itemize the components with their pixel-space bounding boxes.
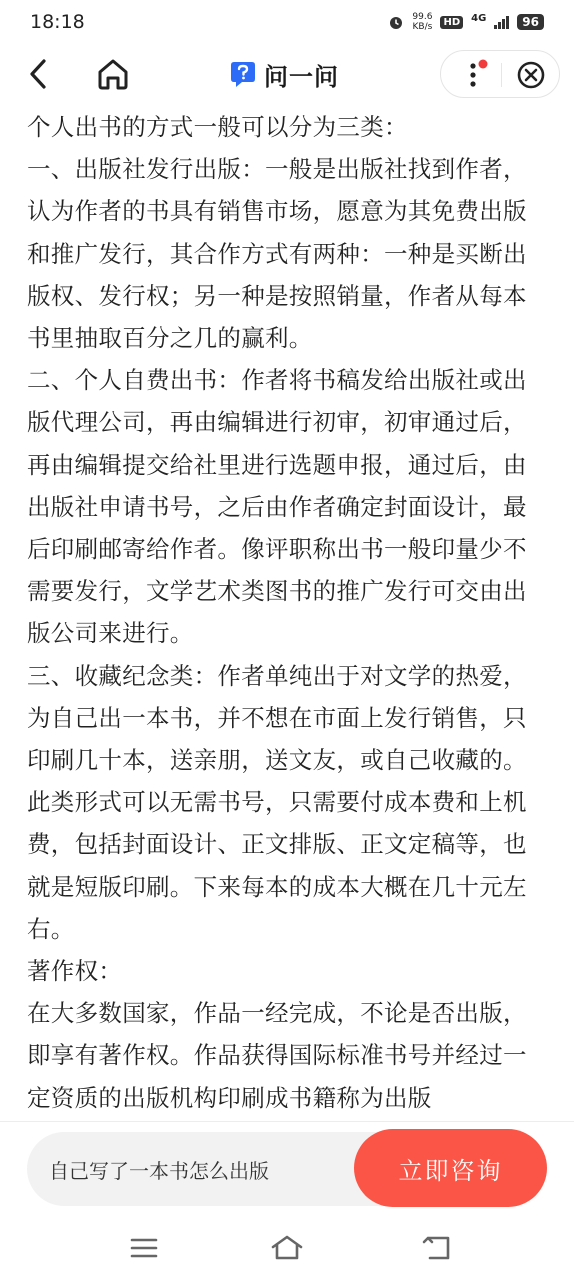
home-icon[interactable]	[92, 54, 134, 94]
network-type-label: 4G	[471, 12, 487, 24]
home-outline-icon[interactable]	[267, 1228, 307, 1268]
mini-program-capsule	[440, 50, 560, 98]
network-speed-unit: KB/s	[412, 22, 433, 32]
brand-name: 问一问	[264, 62, 339, 91]
answer-article	[27, 106, 547, 1122]
article-paragraph: 在大多数国家，作品一经完成，不论是否出版，即享有著作权。作品获得国际标准书号并经过一定资质的出版机构印刷成书籍称为出版	[27, 999, 527, 1112]
bottom-action-bar	[0, 1122, 574, 1214]
consult-now-button[interactable]: 立即咨询	[354, 1129, 547, 1207]
question-text: 自己写了一本书怎么出版	[49, 1158, 269, 1183]
article-paragraph: 著作权：	[27, 957, 123, 986]
signal-icon	[494, 16, 509, 29]
system-navigation-bar	[0, 1214, 574, 1280]
back-icon[interactable]	[418, 1228, 458, 1268]
network-speed	[412, 12, 432, 32]
battery-icon: 96	[517, 14, 544, 30]
notification-dot	[479, 60, 488, 69]
close-circle-icon[interactable]	[511, 55, 551, 95]
network-speed-value: 99.6	[412, 12, 433, 22]
capsule-divider	[501, 63, 502, 87]
article-paragraph: 个人出书的方式一般可以分为三类：	[27, 113, 408, 141]
back-arrow-icon[interactable]	[22, 54, 62, 94]
article-paragraph: 一、出版社发行出版：一般是出版社找到作者，认为作者的书具有销售市场，愿意为其免费出版和推广发行，其合作方式有两种：一种是买断出版权、发行权；另一种是按照销量，作者从每本书里抽取百分之几的赢利。	[27, 155, 527, 353]
hd-icon: HD	[440, 16, 463, 29]
status-bar	[0, 0, 574, 44]
navigation-bar	[0, 44, 574, 106]
status-time: 18:18	[30, 11, 85, 33]
status-icons	[388, 12, 544, 32]
brand	[228, 58, 339, 90]
more-vertical-icon[interactable]	[455, 55, 495, 95]
article-paragraph: 二、个人自费出书：作者将书稿发给出版社或出版代理公司，再由编辑进行初审，初审通过后，再由编辑提交给社里进行选题申报，通过后，由出版社申请书号，之后由作者确定封面设计，最后印刷邮寄给作者。像评职称出书一般印量少不需要发行，文学艺术类图书的推广发行可交由出版公司来进行。	[27, 366, 527, 648]
question-bubble-logo	[228, 59, 258, 89]
article-paragraph: 三、收藏纪念类：作者单纯出于对文学的热爱，为自己出一本书，并不想在市面上发行销售，只印刷几十本，送亲朋，送文友，或自己收藏的。此类形式可以无需书号，只需要付成本费和上机费，包括封面设计、正文排版、正文定稿等，也就是短版印刷。下来每本的成本大概在几十元左右。	[27, 661, 527, 943]
alarm-icon	[388, 14, 404, 30]
menu-icon[interactable]	[124, 1228, 164, 1268]
